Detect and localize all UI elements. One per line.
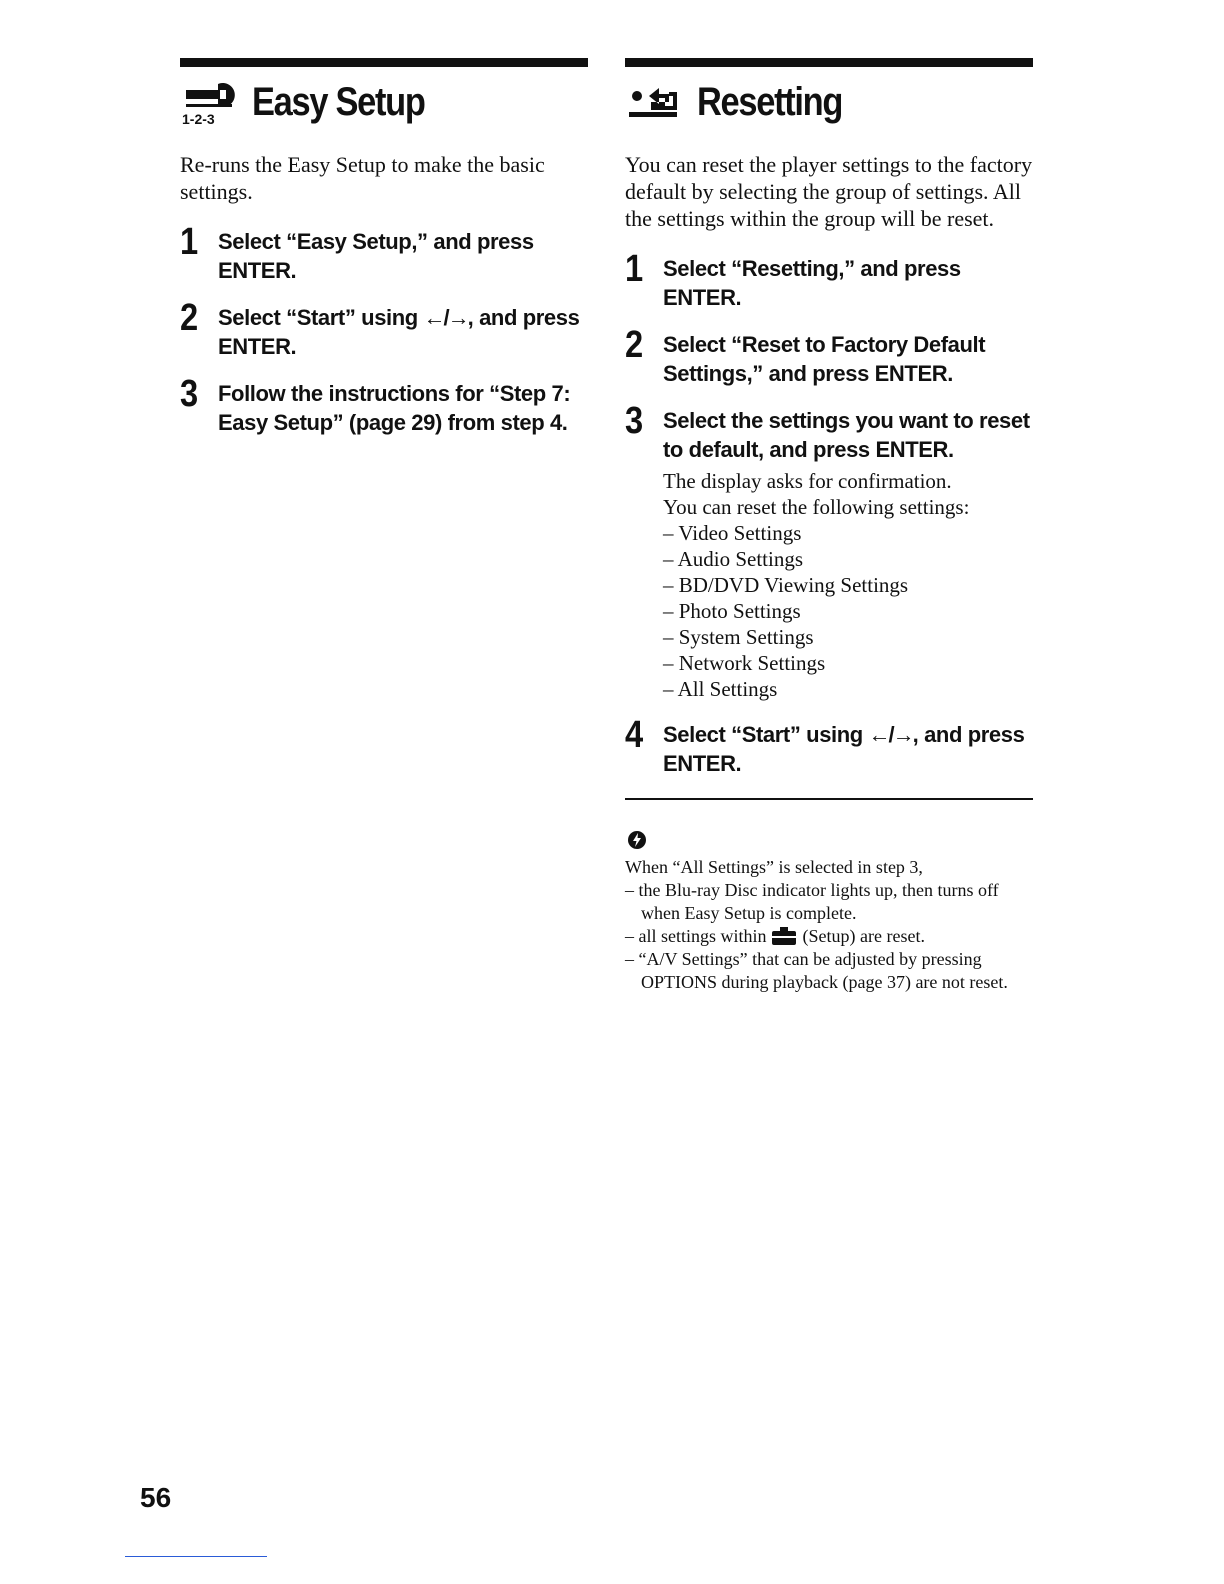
tool-wrench-icon xyxy=(180,76,240,128)
page-number: 56 xyxy=(140,1482,172,1513)
step-description: You can reset the following settings: xyxy=(663,495,970,519)
list-item: – Video Settings xyxy=(663,520,1033,546)
step-text: Select the settings you want to reset to default, and press ENTER. xyxy=(663,408,1030,462)
section-header xyxy=(625,71,1033,133)
step-number: 2 xyxy=(180,297,199,339)
step-text: Select “Reset to Factory Default Settings,” and press ENTER. xyxy=(663,332,986,386)
step-number: 3 xyxy=(180,373,199,415)
step-item xyxy=(180,299,588,361)
note-lead: When “All Settings” is selected in step 3, xyxy=(625,857,923,877)
step-item xyxy=(625,250,1033,312)
section-rule xyxy=(180,58,588,67)
step-number: 4 xyxy=(625,714,644,756)
note-divider xyxy=(625,798,1033,800)
section-header xyxy=(180,71,588,133)
note-list xyxy=(625,879,1033,994)
list-item: – Photo Settings xyxy=(663,598,1033,624)
list-item: – Audio Settings xyxy=(663,546,1033,572)
step-description: The display asks for confirmation. xyxy=(663,469,952,493)
setup-toolbox-icon xyxy=(769,927,799,945)
list-item: – Network Settings xyxy=(663,650,1033,676)
step-text: Select “Start” using ←/→, and press ENTER. xyxy=(663,722,1025,776)
section-title: Resetting xyxy=(697,79,843,124)
reset-icon xyxy=(625,76,685,128)
step-item xyxy=(180,375,588,437)
left-right-arrow-icon: ←/→ xyxy=(868,722,913,747)
section-title: Easy Setup xyxy=(252,79,425,124)
footer-rule xyxy=(125,1556,267,1557)
step-item xyxy=(625,402,1033,702)
easy-setup-section xyxy=(180,58,588,451)
step-text: Select “Start” using ←/→, and press ENTER. xyxy=(218,305,580,359)
note-item: – “A/V Settings” that can be adjusted by pressing OPTIONS during playback (page 37) are not reset. xyxy=(625,948,1033,994)
step-text: Follow the instructions for “Step 7: Easy Setup” (page 29) from step 4. xyxy=(218,381,571,435)
note-item: – the Blu-ray Disc indicator lights up, then turns off when Easy Setup is complete. xyxy=(625,879,1033,925)
resetting-section xyxy=(625,58,1033,994)
note-item: – all settings within (Setup) are reset. xyxy=(625,925,1033,948)
step-number: 1 xyxy=(625,248,644,290)
icon-caption: 1-2-3 xyxy=(182,111,215,127)
step-text: Select “Easy Setup,” and press ENTER. xyxy=(218,229,534,283)
section-intro: Re-runs the Easy Setup to make the basic settings. xyxy=(180,152,545,204)
step-list xyxy=(180,223,588,437)
list-item: – BD/DVD Viewing Settings xyxy=(663,572,1033,598)
list-item: – All Settings xyxy=(663,676,1033,702)
left-right-arrow-icon: ←/→ xyxy=(423,305,468,330)
section-intro: You can reset the player settings to the factory default by selecting the group of settings. All the settings within the group will be reset. xyxy=(625,152,1033,231)
step-item xyxy=(625,326,1033,388)
settings-list xyxy=(663,520,1033,702)
step-number: 2 xyxy=(625,324,644,366)
step-item xyxy=(180,223,588,285)
hint-icon xyxy=(627,830,647,850)
step-list xyxy=(625,250,1033,778)
step-number: 1 xyxy=(180,221,199,263)
step-number: 3 xyxy=(625,400,644,442)
step-item xyxy=(625,716,1033,778)
section-rule xyxy=(625,58,1033,67)
step-text: Select “Resetting,” and press ENTER. xyxy=(663,256,961,310)
list-item: – System Settings xyxy=(663,624,1033,650)
